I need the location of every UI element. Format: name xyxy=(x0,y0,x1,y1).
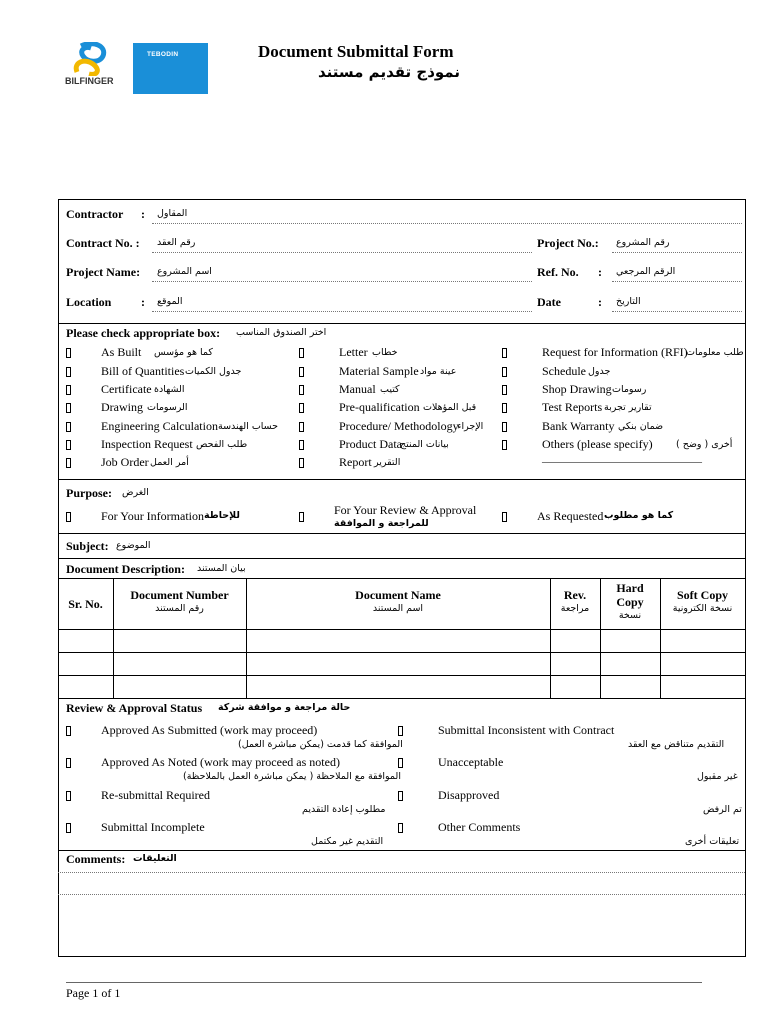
status-submittal-inconsistent-arabic: التقديم متناقض مع العقد xyxy=(628,739,725,750)
date-label-arabic: التاريخ xyxy=(616,296,641,307)
ref-no-label-arabic: الرقم المرجعي xyxy=(616,266,676,277)
purpose-as-requested-arabic: كما هو مطلوب xyxy=(604,510,674,521)
option-material-sample-arabic: عينة مواد xyxy=(420,366,457,377)
option-report-arabic: التقرير xyxy=(374,457,401,468)
project-name-label: Project Name: xyxy=(66,265,141,279)
checkbox-others[interactable] xyxy=(502,440,507,450)
contract-no-label-arabic: رقم العقد xyxy=(157,237,196,248)
purpose-for-your-review-approval: For Your Review & Approval xyxy=(334,503,477,517)
option-letter-arabic: خطاب xyxy=(372,347,398,358)
column-header-rev xyxy=(550,588,600,614)
option-certificate-arabic: الشهادة xyxy=(154,384,185,395)
ref-no-label: Ref. No. xyxy=(537,265,579,279)
status-other-comments: Other Comments xyxy=(438,820,521,834)
option-test-reports-arabic: تقارير تجربة xyxy=(604,402,652,413)
option-schedule-arabic: جدول xyxy=(588,366,611,377)
option-drawing-arabic: الرسومات xyxy=(147,402,188,413)
project-no-label-arabic: رقم المشروع xyxy=(616,237,670,248)
document-description-label: Document Description: xyxy=(66,562,185,576)
purpose-as-requested: As Requested xyxy=(537,509,604,523)
status-approved-as-submitted: Approved As Submitted (work may proceed) xyxy=(101,723,318,737)
subject-field[interactable] xyxy=(175,536,740,556)
status-approved-as-noted-arabic: الموافقة مع الملاحظة ( يمكن مباشرة العمل بالملاحظة) xyxy=(183,771,401,782)
checkbox-pre-qualification[interactable] xyxy=(299,403,304,413)
status-disapproved: Disapproved xyxy=(438,788,500,802)
date-label: Date xyxy=(537,295,561,309)
column-header-sr-no xyxy=(58,597,113,612)
checkbox-re-submittal-required[interactable] xyxy=(66,791,71,801)
ref-no-field[interactable] xyxy=(612,281,742,282)
checkbox-certificate[interactable] xyxy=(66,385,71,395)
status-re-submittal-required-arabic: مطلوب إعادة التقديم xyxy=(302,804,386,815)
column-header-copy-text: Copy xyxy=(616,595,644,609)
project-no-label: Project No.: xyxy=(537,236,599,250)
bilfinger-logo-text: BILFINGER xyxy=(65,76,114,86)
checkbox-manual[interactable] xyxy=(299,385,304,395)
option-others-arabic: أخرى ( وضح ) xyxy=(676,439,733,450)
divider xyxy=(58,558,745,559)
location-colon: : xyxy=(141,295,145,309)
date-field[interactable] xyxy=(612,311,742,312)
option-inspection-request: Inspection Request xyxy=(101,437,193,451)
option-request-for-information: Request for Information (RFI) xyxy=(542,345,688,359)
checkbox-submittal-incomplete[interactable] xyxy=(66,823,71,833)
option-bank-warranty-arabic: ضمان بنكي xyxy=(618,421,664,432)
checkbox-submittal-inconsistent[interactable] xyxy=(398,726,403,736)
comments-line[interactable] xyxy=(58,894,745,895)
footer-rule xyxy=(66,982,702,983)
option-bill-of-quantities-arabic: جدول الكميات xyxy=(185,366,242,377)
review-heading-arabic: حالة مراجعة و موافقة شركة xyxy=(218,702,351,713)
option-bank-warranty: Bank Warranty xyxy=(542,419,615,433)
option-inspection-request-arabic: طلب الفحص xyxy=(196,439,248,450)
checkbox-inspection-request[interactable] xyxy=(66,440,71,450)
contract-no-field[interactable] xyxy=(152,252,532,253)
status-submittal-incomplete-arabic: التقديم غير مكتمل xyxy=(311,836,384,847)
purpose-heading-arabic: الغرض xyxy=(122,487,149,498)
checkbox-engineering-calculation[interactable] xyxy=(66,422,71,432)
option-as-built: As Built xyxy=(101,345,142,359)
option-report: Report xyxy=(339,455,372,469)
status-other-comments-arabic: تعليقات أخرى xyxy=(685,836,740,847)
contractor-label: Contractor xyxy=(66,207,124,221)
checkbox-as-built[interactable] xyxy=(66,348,71,358)
column-header-rev-arabic: مراجعة xyxy=(560,603,590,614)
status-approved-as-submitted-arabic: الموافقة كما قدمت (يمكن مباشرة العمل) xyxy=(238,739,403,750)
option-request-for-information-arabic: طلب معلومات xyxy=(686,347,744,358)
checkbox-unacceptable[interactable] xyxy=(398,758,403,768)
option-job-order: Job Order xyxy=(101,455,149,469)
option-job-order-arabic: أمر العمل xyxy=(150,457,189,468)
review-heading: Review & Approval Status xyxy=(66,701,203,715)
option-drawing: Drawing xyxy=(101,400,143,414)
status-submittal-inconsistent: Submittal Inconsistent with Contract xyxy=(438,723,615,737)
checkbox-report[interactable] xyxy=(299,458,304,468)
checkbox-disapproved[interactable] xyxy=(398,791,403,801)
checkbox-request-for-information[interactable] xyxy=(502,348,507,358)
checkbox-letter[interactable] xyxy=(299,348,304,358)
checkbox-bank-warranty[interactable] xyxy=(502,422,507,432)
comments-label: Comments: xyxy=(66,852,126,866)
location-field[interactable] xyxy=(152,311,532,312)
checkbox-procedure-methodology[interactable] xyxy=(299,422,304,432)
table-row-border xyxy=(58,675,745,676)
comments-label-arabic: التعليقات xyxy=(133,853,177,864)
tebodin-logo-text: TEBODIN xyxy=(147,51,179,58)
document-description-label-arabic: بيان المستند xyxy=(197,563,246,574)
column-header-document-number-arabic: رقم المستند xyxy=(155,603,204,614)
option-product-data: Product Data xyxy=(339,437,402,451)
table-top-border xyxy=(58,578,745,579)
option-engineering-calculation: Engineering Calculation xyxy=(101,419,218,433)
checkbox-approved-as-noted[interactable] xyxy=(66,758,71,768)
location-label-arabic: الموقع xyxy=(157,296,183,307)
option-shop-drawing-arabic: رسومات xyxy=(612,384,647,395)
checkbox-drawing[interactable] xyxy=(66,403,71,413)
purpose-for-your-review-approval-arabic: للمراجعة و الموافقة xyxy=(334,518,429,529)
checkbox-as-requested[interactable] xyxy=(502,512,507,522)
checkbox-test-reports[interactable] xyxy=(502,403,507,413)
option-material-sample: Material Sample xyxy=(339,364,419,378)
column-header-soft-copy xyxy=(660,588,745,614)
option-pre-qualification: Pre-qualification xyxy=(339,400,420,414)
checkbox-shop-drawing[interactable] xyxy=(502,385,507,395)
option-letter: Letter xyxy=(339,345,368,359)
status-approved-as-noted: Approved As Noted (work may proceed as noted) xyxy=(101,755,340,769)
column-header-soft-copy-text: Soft Copy xyxy=(676,588,728,602)
table-header-border xyxy=(58,629,745,630)
project-name-field[interactable] xyxy=(152,281,532,282)
status-re-submittal-required: Re-submittal Required xyxy=(101,788,210,802)
check-heading: Please check appropriate box: xyxy=(66,326,221,340)
column-header-document-name-arabic: اسم المستند xyxy=(372,603,424,614)
project-no-field[interactable] xyxy=(612,252,742,253)
date-colon: : xyxy=(598,295,602,309)
status-unacceptable: Unacceptable xyxy=(438,755,504,769)
purpose-heading: Purpose: xyxy=(66,486,112,500)
tebodin-logo xyxy=(133,43,208,94)
column-header-hard-text: Hard xyxy=(616,581,644,595)
option-procedure-methodology-arabic: الإجراء xyxy=(457,421,484,432)
column-header-document-number-text: Document Number xyxy=(130,588,229,602)
option-certificate: Certificate xyxy=(101,382,152,396)
column-header-hard-copy xyxy=(600,581,660,623)
option-manual: Manual xyxy=(339,382,376,396)
divider xyxy=(58,323,745,324)
status-unacceptable-arabic: غير مقبول xyxy=(697,771,738,782)
column-header-document-name xyxy=(246,588,550,614)
page-number: Page 1 of 1 xyxy=(66,986,121,1000)
option-schedule: Schedule xyxy=(542,364,586,378)
option-shop-drawing: Shop Drawing xyxy=(542,382,612,396)
purpose-for-your-information: For Your Information xyxy=(101,509,205,523)
location-label: Location xyxy=(66,295,112,309)
option-manual-arabic: كتيب xyxy=(380,384,400,395)
check-heading-arabic: اختر الصندوق المناسب xyxy=(236,327,327,338)
checkbox-for-your-review-approval[interactable] xyxy=(299,512,304,522)
column-header-soft-copy-arabic: نسخة الكترونية xyxy=(672,603,733,614)
status-disapproved-arabic: تم الرفض xyxy=(703,804,742,815)
contractor-label-arabic: المقاول xyxy=(157,208,188,219)
subject-label-arabic: الموضوع xyxy=(116,540,151,551)
option-bill-of-quantities: Bill of Quantities xyxy=(101,364,185,378)
divider xyxy=(58,479,745,480)
table-row-border xyxy=(58,652,745,653)
option-others: Others (please specify) xyxy=(542,437,653,451)
checkbox-other-comments[interactable] xyxy=(398,823,403,833)
option-test-reports: Test Reports xyxy=(542,400,603,414)
checkbox-approved-as-submitted[interactable] xyxy=(66,726,71,736)
option-product-data-arabic: بيانات المنتج xyxy=(400,439,449,450)
project-name-label-arabic: اسم المشروع xyxy=(157,266,212,277)
bilfinger-logo-mark-icon xyxy=(63,42,131,76)
column-header-sr-no-text: Sr. No. xyxy=(68,597,103,611)
option-procedure-methodology: Procedure/ Methodology xyxy=(339,419,459,433)
purpose-for-your-information-arabic: للإحاطة xyxy=(204,510,240,521)
option-engineering-calculation-arabic: حساب الهندسة xyxy=(218,421,279,432)
option-pre-qualification-arabic: قبل المؤهلات xyxy=(423,402,477,413)
form-title-arabic: نموذج تقديم مستند xyxy=(318,63,460,81)
divider xyxy=(58,850,745,851)
column-header-rev-text: Rev. xyxy=(563,588,587,602)
contract-no-label: Contract No. : xyxy=(66,236,140,250)
contractor-colon: : xyxy=(141,207,145,221)
checkbox-for-your-information[interactable] xyxy=(66,512,71,522)
checkbox-bill-of-quantities[interactable] xyxy=(66,367,71,377)
form-title: Document Submittal Form xyxy=(258,42,454,61)
divider xyxy=(58,533,745,534)
bilfinger-logo xyxy=(63,42,131,94)
others-specify-line[interactable]: ________________________________ xyxy=(542,453,702,464)
column-header-hard-copy-arabic: نسخة xyxy=(618,610,642,621)
option-as-built-arabic: كما هو مؤسس xyxy=(154,347,213,358)
column-header-document-number xyxy=(113,588,246,614)
checkbox-material-sample[interactable] xyxy=(299,367,304,377)
subject-label: Subject: xyxy=(66,539,109,553)
checkbox-schedule[interactable] xyxy=(502,367,507,377)
ref-no-colon: : xyxy=(598,265,602,279)
status-submittal-incomplete: Submittal Incomplete xyxy=(101,820,205,834)
contractor-field[interactable] xyxy=(152,223,742,224)
column-header-document-name-text: Document Name xyxy=(355,588,441,602)
comments-line[interactable] xyxy=(58,872,745,873)
checkbox-product-data[interactable] xyxy=(299,440,304,450)
checkbox-job-order[interactable] xyxy=(66,458,71,468)
table-bottom-border xyxy=(58,698,745,699)
